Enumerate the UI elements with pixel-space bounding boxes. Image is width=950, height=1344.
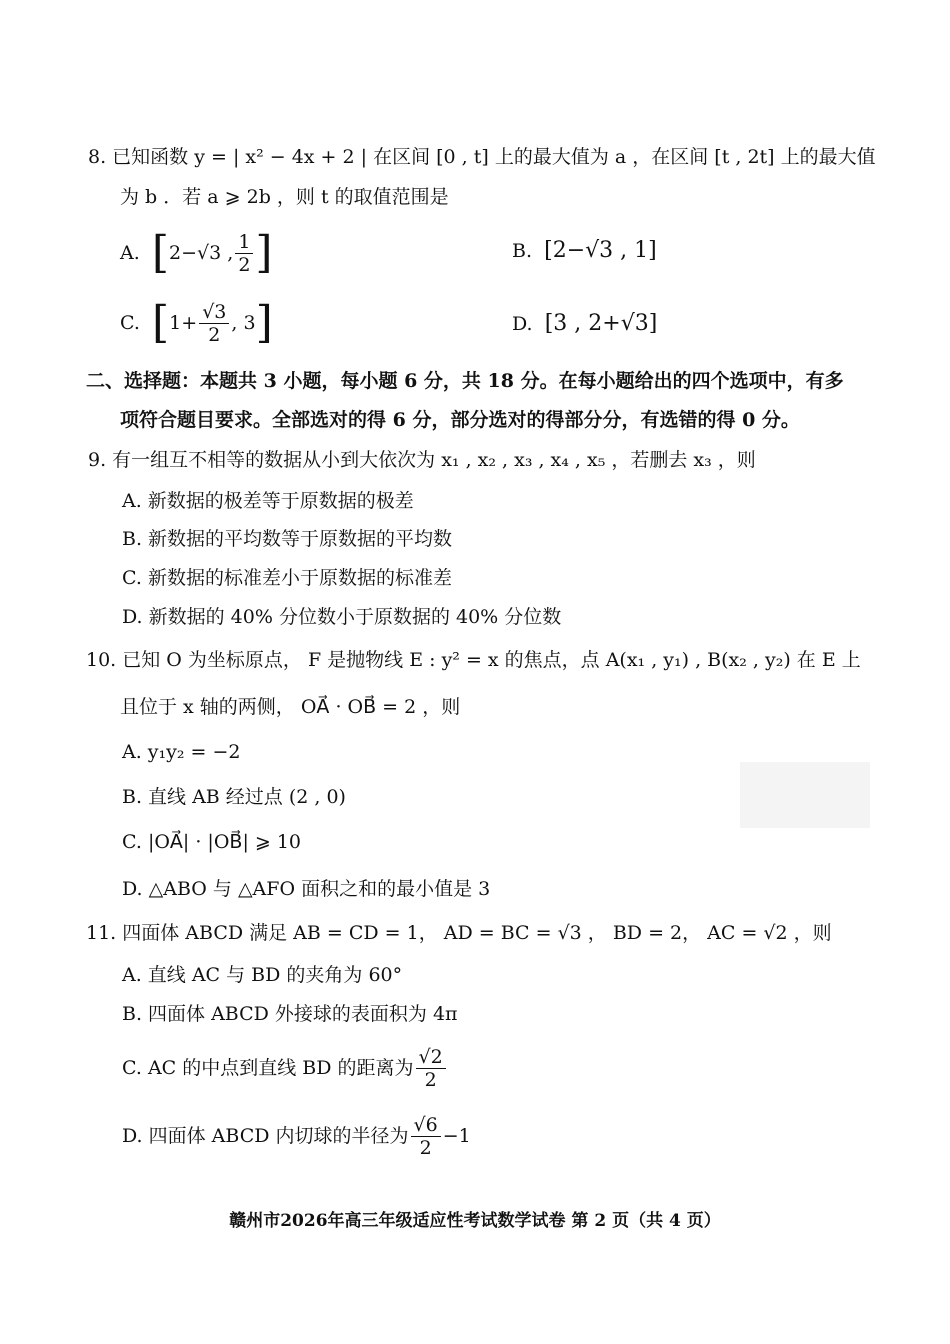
q8-option-a-den: 2 (238, 253, 251, 276)
q11-option-d-text: D. 四面体 ABCD 内切球的半径为 (122, 1125, 409, 1147)
section2-heading-line2: 项符合题目要求。全部选对的得 6 分，部分选对的得部分分，有选错的得 0 分。 (120, 409, 800, 431)
q8-option-b (512, 236, 657, 266)
q9-option-c: C. 新数据的标准差小于原数据的标准差 (122, 567, 452, 589)
q11-option-d-den: 2 (419, 1136, 432, 1159)
q10-option-c: C. |OA⃗| · |OB⃗| ⩾ 10 (122, 831, 302, 853)
q8-option-a-lbracket: [ (151, 227, 170, 278)
q11-option-b: B. 四面体 ABCD 外接球的表面积为 4π (122, 1003, 458, 1025)
q8-option-d (512, 309, 657, 339)
q8-stem-line1: 8. 已知函数 y = | x² − 4x + 2 | 在区间 [0 , t] 上的最大值为 a ，在区间 [t , 2t] 上的最大值 (88, 146, 876, 168)
q9-option-b: B. 新数据的平均数等于原数据的平均数 (122, 528, 453, 550)
q8-option-c-right: , 3 (231, 312, 256, 334)
q8-option-c-rbracket: ] (255, 297, 273, 348)
q10-stem-line2: 且位于 x 轴的两侧， OA⃗ · OB⃗ = 2 ，则 (120, 696, 461, 718)
q11-option-a: A. 直线 AC 与 BD 的夹角为 60° (122, 964, 403, 986)
q8-option-c-num: √3 (199, 301, 229, 324)
q11-option-d (122, 1110, 471, 1162)
q11-option-c-num: √2 (416, 1046, 446, 1069)
q11-option-d-fraction (411, 1114, 441, 1159)
q8-option-c-fraction (199, 301, 229, 346)
q8-option-c-den: 2 (208, 323, 221, 346)
q11-option-c-den: 2 (424, 1068, 437, 1091)
q8-option-d-label: D. (512, 313, 533, 335)
q8-option-b-label: B. (512, 240, 533, 262)
q8-option-a-fraction (235, 231, 253, 276)
q10-option-b: B. 直线 AB 经过点 (2 , 0) (122, 786, 346, 808)
section2-heading-line1: 二、选择题：本题共 3 小题，每小题 6 分，共 18 分。在每小题给出的四个选项中，有多 (86, 370, 844, 392)
q9-stem: 9. 有一组互不相等的数据从小到大依次为 x₁ , x₂ , x₃ , x₄ , x₅ ，若删去 x₃ ，则 (88, 449, 756, 471)
scan-smudge (740, 762, 870, 828)
q8-option-a-num: 1 (235, 231, 253, 254)
q8-option-a-rbracket: ] (255, 227, 273, 278)
q11-stem: 11. 四面体 ABCD 满足 AB = CD = 1， AD = BC = √3 ， BD = 2， AC = √2 ，则 (86, 922, 832, 944)
q8-option-a (120, 226, 273, 280)
q8-option-c (120, 296, 273, 350)
q10-option-a: A. y₁y₂ = −2 (122, 741, 241, 763)
page-footer: 赣州市2026年高三年级适应性考试数学试卷 第 2 页（共 4 页） (229, 1211, 721, 1231)
q9-option-a: A. 新数据的极差等于原数据的极差 (122, 490, 414, 512)
q8-stem-line2: 为 b ．若 a ⩾ 2b ，则 t 的取值范围是 (120, 186, 449, 208)
q10-option-d: D. △ABO 与 △AFO 面积之和的最小值是 3 (122, 878, 491, 900)
q8-option-b-value: [2−√3 , 1] (544, 238, 657, 263)
q8-option-c-lbracket: [ (152, 297, 170, 348)
q11-option-c (122, 1042, 448, 1094)
q11-option-d-num: √6 (411, 1114, 441, 1137)
q8-option-c-left: 1+ (169, 312, 198, 334)
q11-option-d-tail: −1 (442, 1125, 471, 1147)
q8-option-d-value: [3 , 2+√3] (544, 311, 658, 336)
q8-option-a-left: 2−√3 , (169, 242, 234, 264)
q8-option-a-label: A. (120, 242, 140, 264)
q10-stem-line1: 10. 已知 O 为坐标原点， F 是抛物线 E : y² = x 的焦点，点 A(x₁ , y₁) , B(x₂ , y₂) 在 E 上 (86, 649, 861, 671)
q11-option-c-text: C. AC 的中点到直线 BD 的距离为 (122, 1057, 414, 1079)
q9-option-d: D. 新数据的 40% 分位数小于原数据的 40% 分位数 (122, 606, 562, 628)
q11-option-c-fraction (416, 1046, 446, 1091)
q8-option-c-label: C. (120, 312, 140, 334)
